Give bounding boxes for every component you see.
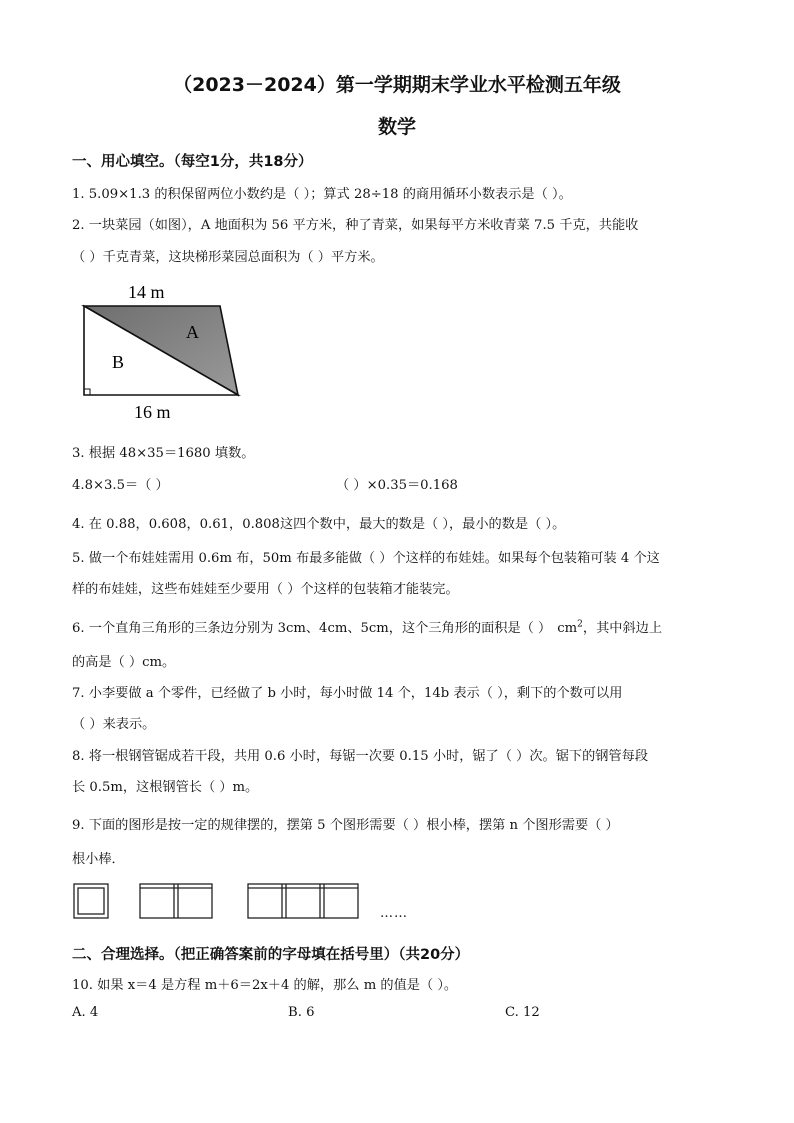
pattern-1 <box>74 884 108 918</box>
question-4: 4. 在 0.8̇8̇，0.60̇8̇，0.61，0.8̇08̇这四个数中，最大的数是（ ），最小的数是（ ）。 <box>72 517 566 532</box>
question-3-part-b: （ ）×0.35＝0.168 <box>336 478 458 493</box>
question-6-line1 <box>72 617 662 636</box>
section-2-heading: 二、合理选择。（把正确答案前的字母填在括号里）（共20分） <box>72 947 470 963</box>
pattern-3 <box>248 884 358 918</box>
exam-title: （2023－2024）第一学期期末学业水平检测五年级 <box>173 74 621 96</box>
question-3: 3. 根据 48×35＝1680 填数。 <box>72 446 255 461</box>
area-unit-exponent: 2 <box>577 619 583 630</box>
question-1: 1. 5.09×1.3 的积保留两位小数约是（ ）；算式 28÷18 的商用循环小数表示是（ ）。 <box>72 187 572 202</box>
question-6-line2: 的高是（ ）cm。 <box>72 655 176 670</box>
question-8-line2: 长 0.5m，这根钢管长（ ）m。 <box>72 780 259 795</box>
question-9-line1: 9. 下面的图形是按一定的规律摆的，摆第 5 个图形需要（ ）根小棒，摆第 n 个图形需要（ ） <box>72 818 619 833</box>
section-1-heading: 一、用心填空。（每空1分，共18分） <box>72 154 313 170</box>
question-2-line1: 2. 一块菜园（如图），A 地面积为 56 平方米，种了青菜，如果每平方米收青菜 7.5 千克，共能收 <box>72 218 639 233</box>
pattern-2 <box>140 884 212 918</box>
question-3-part-a: 4.8×3.5＝（ ） <box>72 478 169 493</box>
top-base-label: 14 m <box>128 282 165 302</box>
matchstick-pattern-figure <box>70 878 370 928</box>
question-2-line2: （ ）千克青菜，这块梯形菜园总面积为（ ）平方米。 <box>72 250 384 265</box>
question-10: 10. 如果 x＝4 是方程 m＋6＝2x＋4 的解，那么 m 的值是（ ）。 <box>72 978 458 993</box>
question-6-text-tail: ，其中斜边上 <box>582 621 663 636</box>
question-5-line1: 5. 做一个布娃娃需用 0.6m 布，50m 布最多能做（ ）个这样的布娃娃。如果每个包装箱可装 4 个这 <box>72 551 660 566</box>
trapezoid-figure <box>70 272 270 422</box>
bottom-base-label: 16 m <box>134 402 171 422</box>
question-9-line2: 根小棒． <box>72 852 125 867</box>
question-7-line1: 7. 小李要做 a 个零件，已经做了 b 小时，每小时做 14 个，14b 表示（ ），剩下的个数可以用 <box>72 686 623 701</box>
question-5-line2: 样的布娃娃，这些布娃娃至少要用（ ）个这样的包装箱才能装完。 <box>72 582 459 597</box>
pattern-ellipsis: …… <box>380 906 408 921</box>
area-unit: cm <box>557 621 578 636</box>
option-b: B. 6 <box>288 1005 315 1020</box>
option-a: A. 4 <box>72 1005 99 1020</box>
question-8-line1: 8. 将一根钢管锯成若干段，共用 0.6 小时，每锯一次要 0.15 小时，锯了（ ）次。锯下的钢管每段 <box>72 749 649 764</box>
question-7-line2: （ ）来表示。 <box>72 717 156 732</box>
subject-title: 数学 <box>377 116 416 138</box>
question-6-text: 6. 一个直角三角形的三条边分别为 3cm、4cm、5cm，这个三角形的面积是（ ） <box>72 621 552 636</box>
option-c: C. 12 <box>505 1005 540 1020</box>
region-a-label: A <box>186 322 199 342</box>
region-b-label: B <box>112 352 125 372</box>
